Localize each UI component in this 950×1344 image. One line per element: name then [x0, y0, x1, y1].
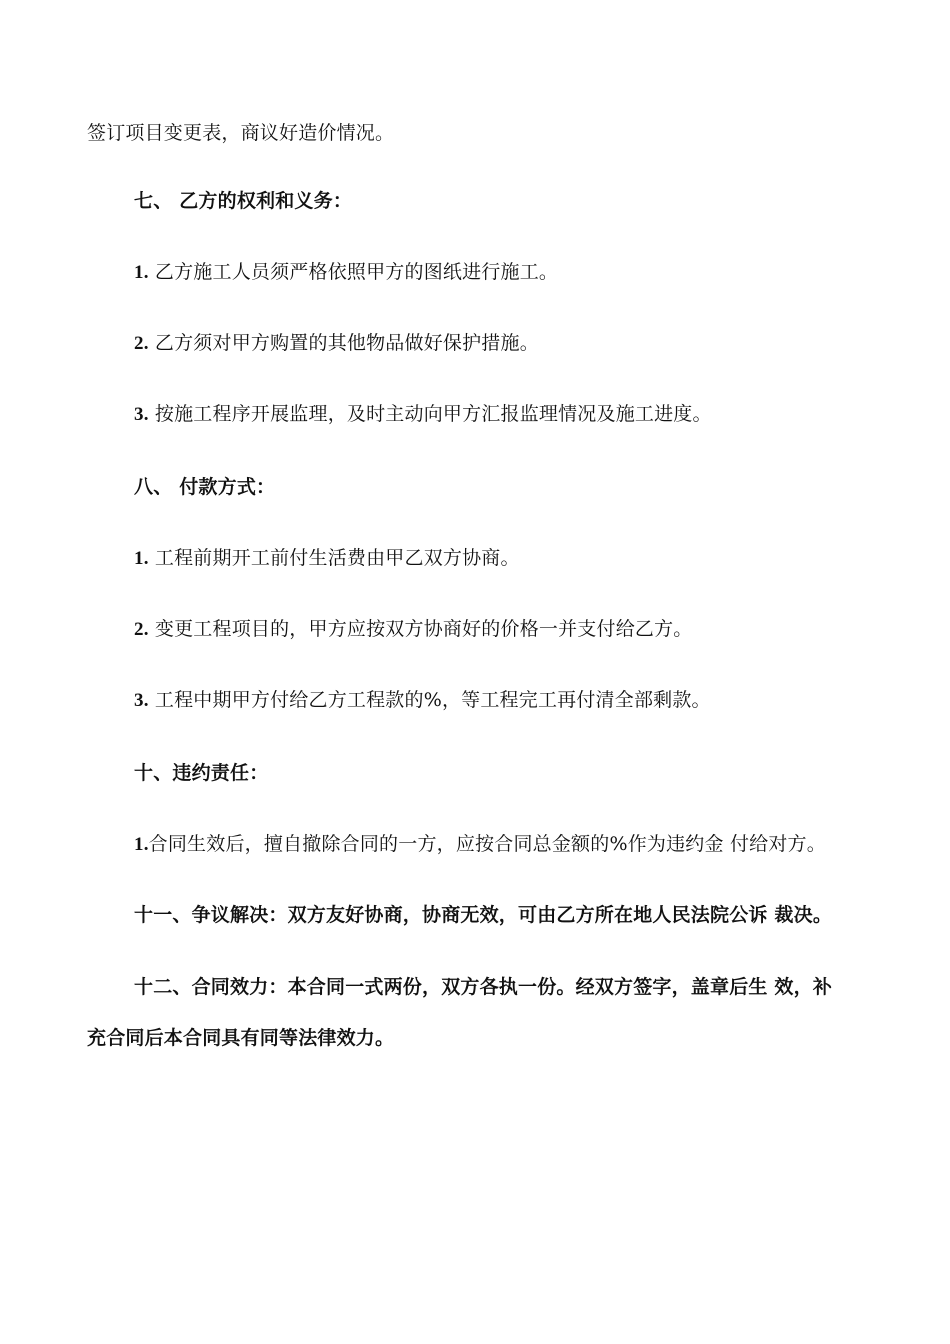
section-12-line-2: 充合同后本合同具有同等法律效力。: [87, 1027, 395, 1049]
continuation-text: 签订项目变更表，商议好造价情况。: [87, 122, 395, 144]
section-8-heading: 八、 付款方式：: [134, 476, 276, 498]
section-7-item-2: [134, 330, 539, 357]
item-number: 1.: [134, 548, 149, 569]
item-text: 工程前期开工前付生活费由甲乙双方协商。: [148, 547, 520, 569]
section-7-heading: 七、 乙方的权利和义务：: [134, 190, 353, 212]
section-7-item-1: [134, 259, 558, 286]
item-number: 2.: [134, 333, 149, 354]
item-text: 乙方须对甲方购置的其他物品做好保护措施。: [148, 332, 539, 354]
section-10-heading: 十、违约责任：: [134, 762, 269, 784]
item-number: 3.: [134, 690, 149, 711]
item-text: 乙方施工人员须严格依照甲方的图纸进行施工。: [148, 261, 559, 283]
section-12-line-1: 十二、合同效力：本合同一式两份，双方各执一份。经双方签字，盖章后生 效，补: [134, 976, 833, 998]
item-number: 1.: [134, 834, 149, 855]
item-number: 1.: [134, 262, 149, 283]
section-8-item-1: [134, 545, 520, 572]
item-text: 合同生效后，擅自撤除合同的一方，应按合同总金额的%作为违约金 付给对方。: [148, 833, 826, 855]
section-8-item-2: [134, 616, 693, 643]
section-10-item-1: [134, 831, 826, 858]
item-text: 工程中期甲方付给乙方工程款的%，等工程完工再付清全部剩款。: [148, 689, 711, 711]
section-8-item-3: [134, 687, 711, 714]
item-number: 3.: [134, 404, 149, 425]
section-7-item-3: [134, 401, 712, 428]
item-number: 2.: [134, 619, 149, 640]
item-text: 按施工程序开展监理，及时主动向甲方汇报监理情况及施工进度。: [148, 403, 712, 425]
section-11-text: 十一、争议解决：双方友好协商，协商无效，可由乙方所在地人民法院公诉 裁决。: [134, 904, 833, 926]
item-text: 变更工程项目的，甲方应按双方协商好的价格一并支付给乙方。: [148, 618, 693, 640]
